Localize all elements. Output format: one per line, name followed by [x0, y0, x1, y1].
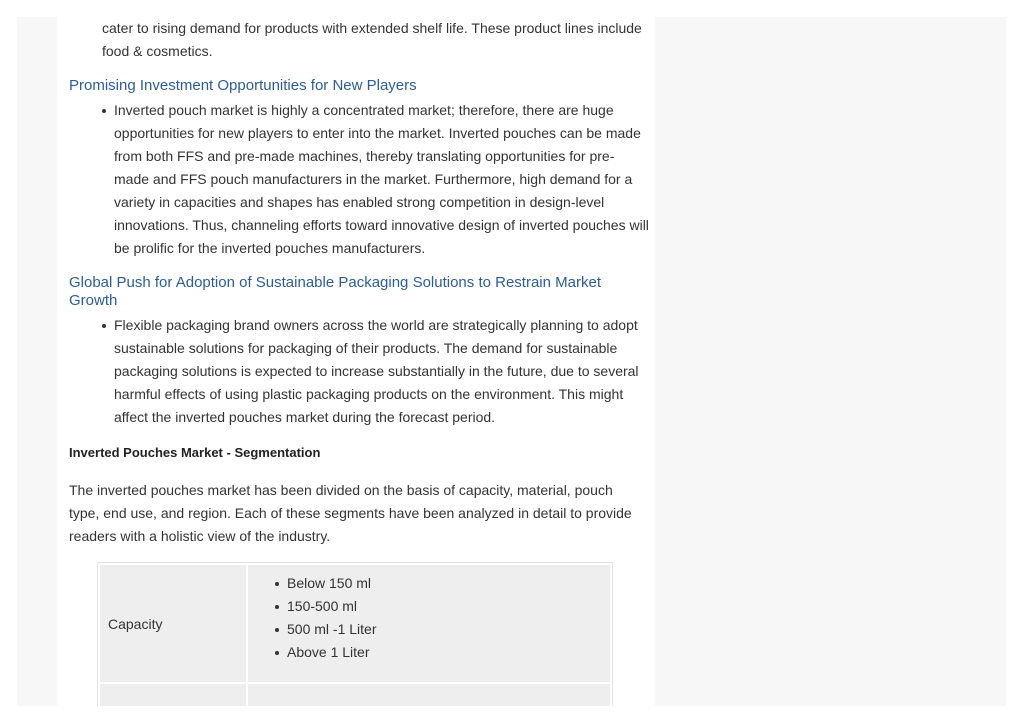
- list-item: Below 150 ml: [275, 572, 610, 595]
- bullet-continuation-text: cater to rising demand for products with extended shelf life. These product lines include food & cosmetics.: [102, 20, 642, 59]
- right-sidebar: [655, 17, 1006, 706]
- table-cell-label: [100, 684, 246, 706]
- list-item: Inverted pouch market is highly a concentrated market; therefore, there are huge opportunities for new players to enter into the market. Inverted pouches can be made from both FFS and pre-made machines, thereby translating opportunities for pre-made and FFS pouch manufacturers in the market. Furthermore, high demand for a variety in capacities and shapes has enabled strong competition in design-level innovations. Thus, channeling efforts toward innovative design of inverted pouches will be prolific for the inverted pouches manufacturers.: [102, 99, 649, 260]
- left-gutter: [17, 17, 57, 706]
- table-cell-items: [248, 684, 610, 706]
- section-heading-investment: Promising Investment Opportunities for New Players: [69, 77, 417, 94]
- section-heading-sustainable: Global Push for Adoption of Sustainable Packaging Solutions to Restrain Market Growth: [69, 274, 601, 309]
- segmentation-table: [97, 562, 613, 706]
- table-cell-label: Capacity: [100, 565, 246, 682]
- table-cell-items: [248, 565, 610, 682]
- article-content: [57, 0, 655, 706]
- section-list-investment: [69, 99, 649, 260]
- segmentation-paragraph: The inverted pouches market has been divided on the basis of capacity, material, pouch type, end use, and region. Each of these segments have been analyzed in detail to provide readers with a holistic view of the industry.: [69, 482, 632, 544]
- page-bottom-margin: [0, 706, 1024, 723]
- list-item: 500 ml -1 Liter: [275, 618, 610, 641]
- table-row: [100, 684, 610, 706]
- list-item: Above 1 Liter: [275, 641, 610, 664]
- table-row: [100, 565, 610, 682]
- list-item: 150-500 ml: [275, 595, 610, 618]
- segmentation-title: Inverted Pouches Market - Segmentation: [69, 445, 321, 460]
- section-list-sustainable: [69, 314, 649, 429]
- list-item: Flexible packaging brand owners across the world are strategically planning to adopt sustainable solutions for packaging of their products. The demand for sustainable packaging solutions is expected to increase substantially in the future, due to several harmful effects of using plastic packaging products on the environment. This might affect the inverted pouches market during the forecast period.: [102, 314, 649, 429]
